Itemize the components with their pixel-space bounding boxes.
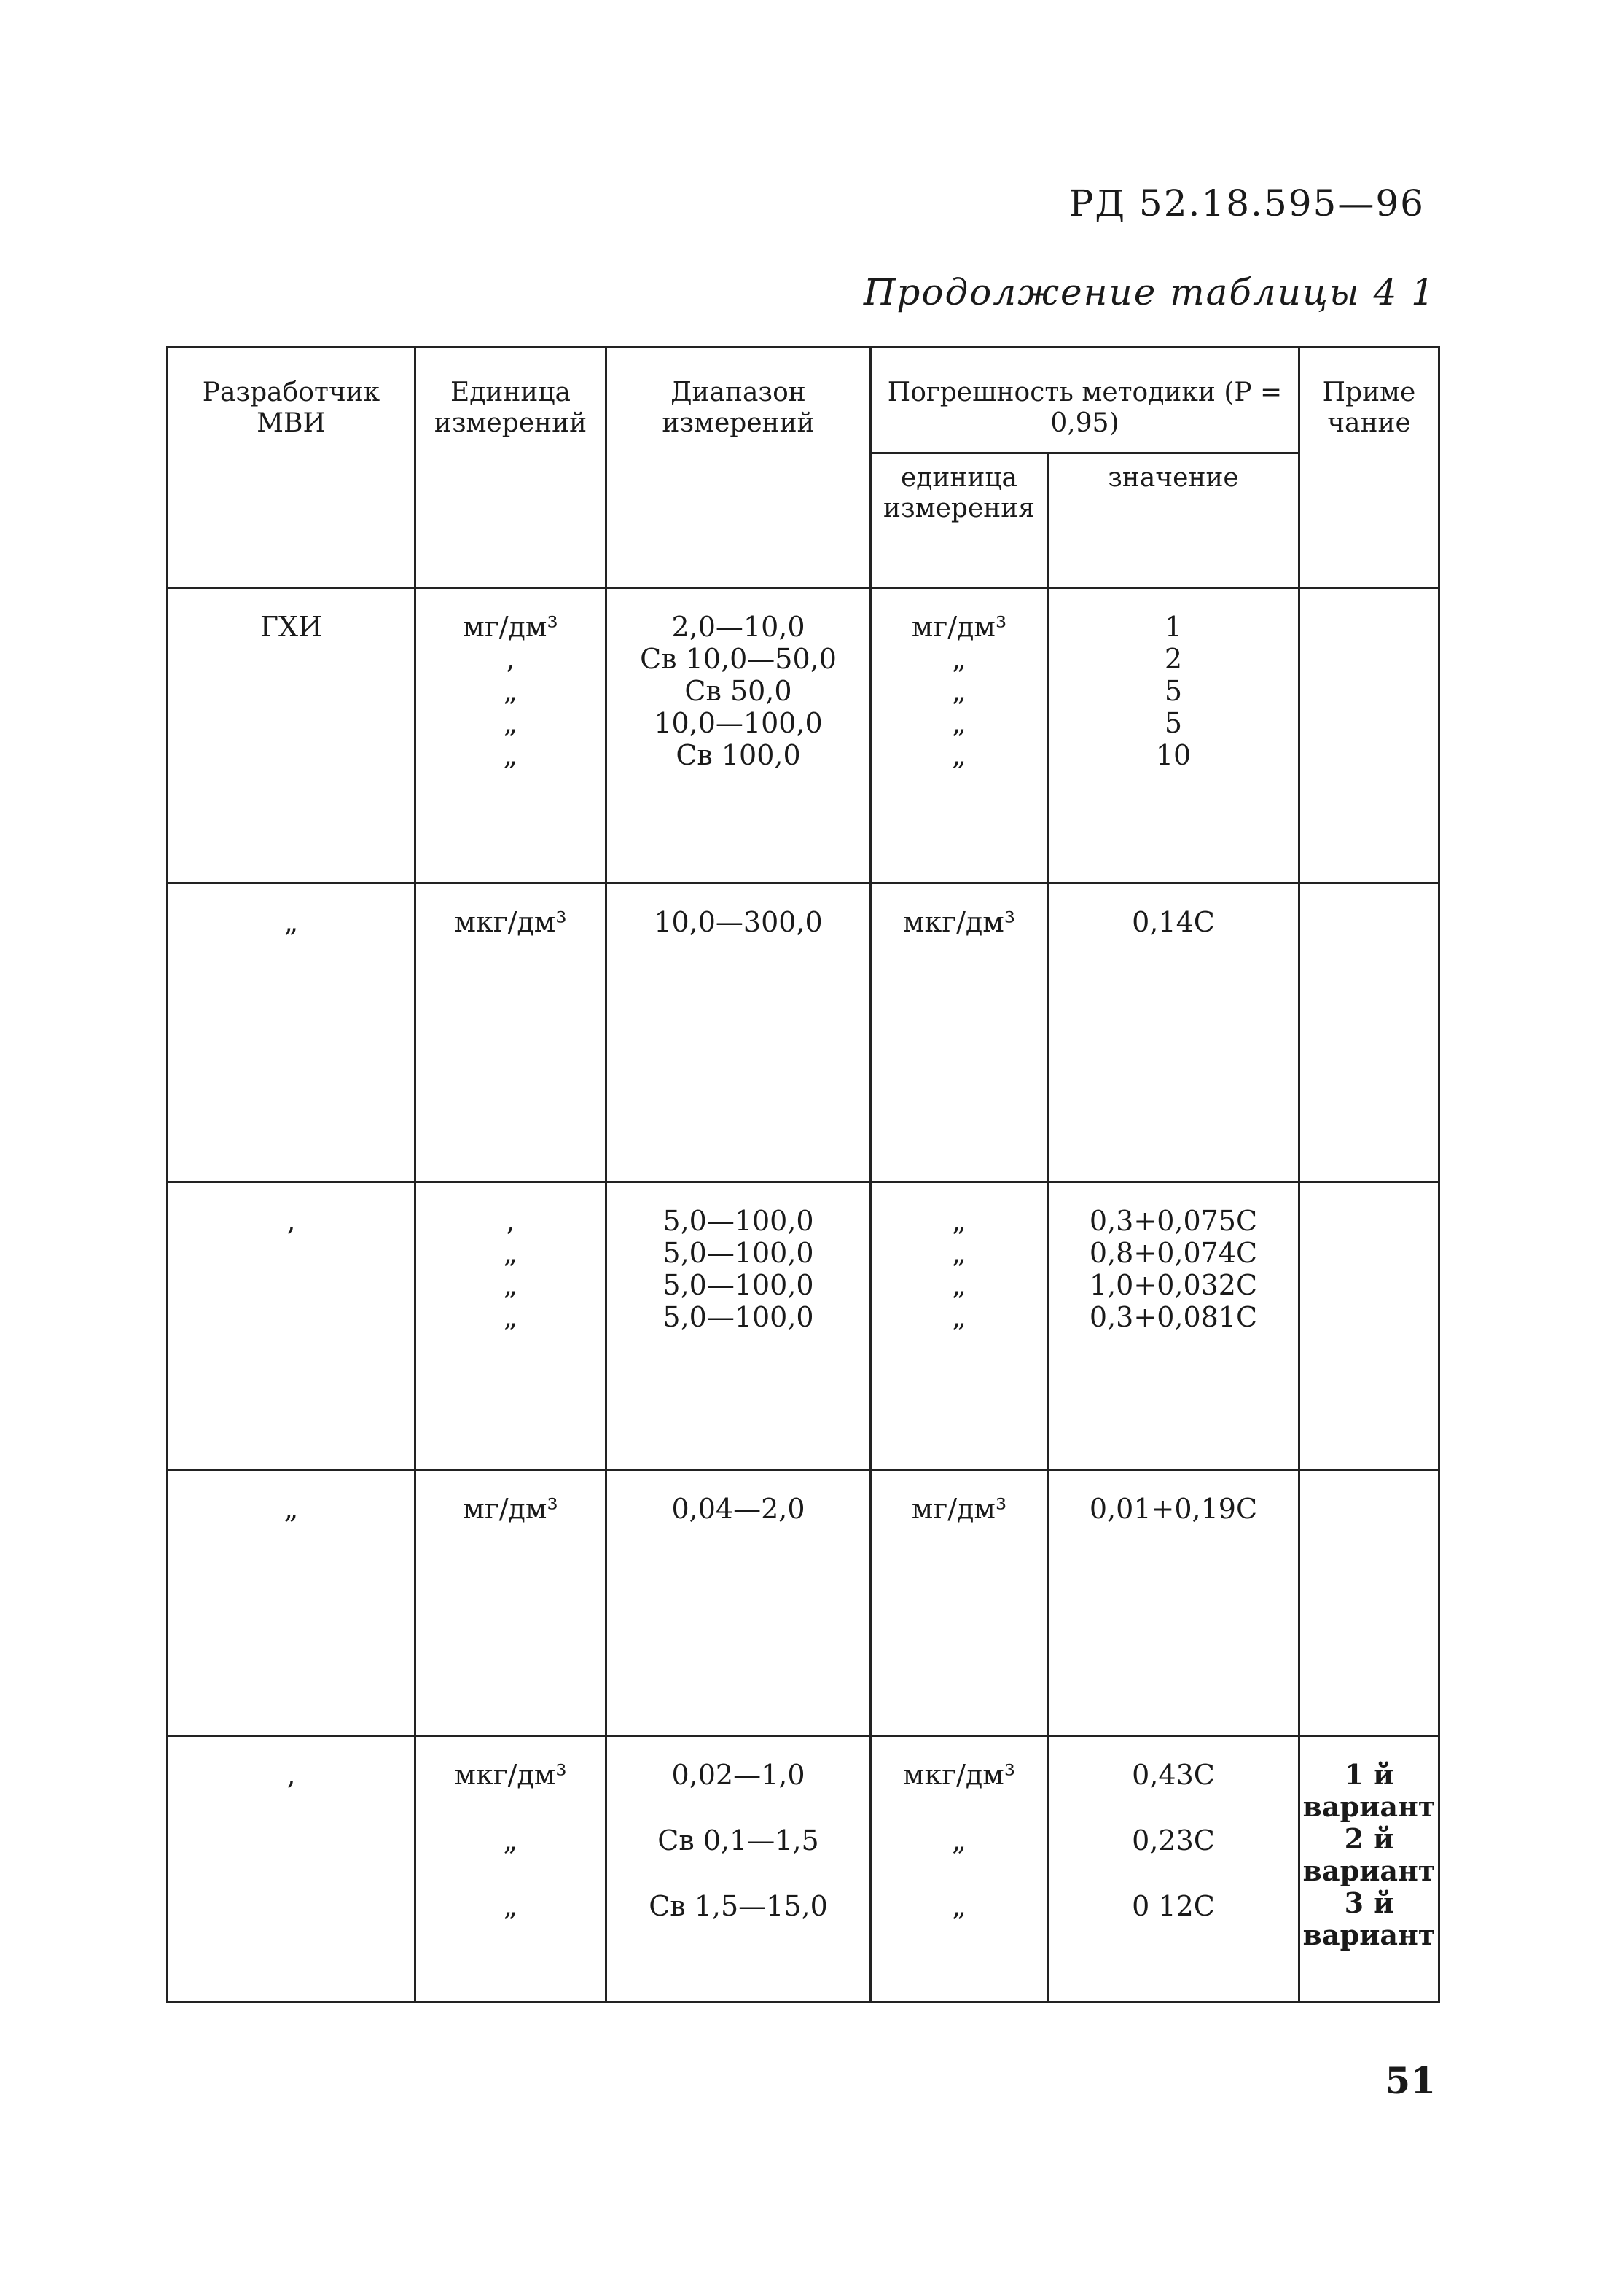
developer-cell <box>168 883 415 1182</box>
table-row <box>168 588 1439 883</box>
cell-line: „ <box>952 1824 966 1856</box>
header-developer: Разработчик МВИ <box>168 348 415 588</box>
note-cell <box>1299 1736 1439 2002</box>
note-cell <box>1299 588 1439 883</box>
cell-line: „ <box>284 1493 299 1525</box>
cell-line: 0,23C <box>1132 1824 1215 1856</box>
error-value-cell <box>1048 588 1299 883</box>
cell-line: вариант <box>1302 1854 1436 1887</box>
cell-line: „ <box>503 1890 518 1922</box>
header-error-value: значение <box>1048 453 1299 588</box>
error-value-cell-lines <box>1049 1737 1298 1922</box>
developer-cell <box>168 1470 415 1736</box>
cell-line: „ <box>503 675 518 707</box>
error-unit-cell-lines <box>872 1183 1047 1333</box>
range-cell-lines <box>607 884 869 938</box>
cell-line: 0,3+0,081C <box>1089 1301 1258 1333</box>
range-cell-lines <box>607 1471 869 1525</box>
cell-line: мг/дм³ <box>911 1493 1007 1525</box>
cell-line: „ <box>952 675 966 707</box>
error-value-cell <box>1048 1182 1299 1470</box>
note-cell-lines <box>1300 1183 1438 1205</box>
note-cell-lines <box>1300 1471 1438 1493</box>
error-unit-cell <box>871 883 1048 1182</box>
unit-cell <box>415 1182 606 1470</box>
cell-line: мг/дм³ <box>911 611 1007 643</box>
cell-line: „ <box>503 1269 518 1301</box>
range-cell <box>606 1182 871 1470</box>
cell-line: мкг/дм³ <box>902 906 1016 938</box>
cell-line: „ <box>952 707 966 739</box>
cell-line: мкг/дм³ <box>454 1759 567 1791</box>
developer-cell-lines <box>168 1183 414 1237</box>
error-unit-cell <box>871 1470 1048 1736</box>
cell-line: , <box>506 1205 515 1237</box>
cell-line: „ <box>952 643 966 675</box>
error-unit-cell-lines <box>872 1737 1047 1922</box>
cell-line: Св 10,0—50,0 <box>640 643 837 675</box>
error-value-cell-lines <box>1049 1183 1298 1333</box>
cell-line: Св 50,0 <box>684 675 792 707</box>
cell-line: 2,0—10,0 <box>671 611 805 643</box>
cell-line: мг/дм³ <box>463 611 558 643</box>
cell-line: 10,0—300,0 <box>654 906 823 938</box>
developer-cell-lines <box>168 1737 414 1791</box>
error-unit-cell <box>871 588 1048 883</box>
header-method-error: Погрешность методики (P = 0,95) <box>871 348 1299 453</box>
error-unit-cell <box>871 1736 1048 2002</box>
unit-cell <box>415 1736 606 2002</box>
table-continuation-caption: Продолжение таблицы 4 1 <box>863 271 1436 313</box>
cell-line: 10,0—100,0 <box>654 707 823 739</box>
cell-line: 0,01+0,19C <box>1089 1493 1258 1525</box>
header-note: Приме чание <box>1299 348 1439 588</box>
table-row <box>168 1736 1439 2002</box>
developer-cell <box>168 588 415 883</box>
error-value-cell-lines <box>1049 1471 1298 1525</box>
measurement-methods-table <box>166 346 1440 2003</box>
error-unit-cell-lines <box>872 884 1047 938</box>
cell-line: вариант <box>1302 1790 1436 1823</box>
cell-line: „ <box>503 1301 518 1333</box>
cell-line: „ <box>284 906 299 938</box>
cell-line: 2 й <box>1344 1822 1394 1855</box>
header-range: Диапазон измерений <box>606 348 871 588</box>
cell-line: Св 1,5—15,0 <box>649 1890 828 1922</box>
error-value-cell-lines <box>1049 884 1298 938</box>
cell-line: Св 0,1—1,5 <box>657 1824 819 1856</box>
developer-cell-lines <box>168 589 414 643</box>
cell-line: „ <box>503 739 518 771</box>
header-error-unit: единица измерения <box>871 453 1048 588</box>
cell-line: ГХИ <box>259 611 323 643</box>
cell-line: 0,3+0,075C <box>1089 1205 1258 1237</box>
cell-line: „ <box>503 1237 518 1269</box>
range-cell-lines <box>607 1183 869 1333</box>
cell-line: , <box>506 643 515 675</box>
cell-line: мкг/дм³ <box>454 906 567 938</box>
cell-line: 5,0—100,0 <box>662 1269 814 1301</box>
cell-line: 0,8+0,074C <box>1089 1237 1258 1269</box>
unit-cell <box>415 1470 606 1736</box>
cell-line: 5,0—100,0 <box>662 1237 814 1269</box>
cell-line: 0,14C <box>1132 906 1215 938</box>
cell-line: Св 100,0 <box>676 739 801 771</box>
error-value-cell-lines <box>1049 589 1298 771</box>
table-body <box>168 588 1439 2002</box>
range-cell <box>606 883 871 1182</box>
cell-line: „ <box>952 1269 966 1301</box>
note-cell-lines <box>1300 589 1438 611</box>
error-unit-cell-lines <box>872 589 1047 771</box>
cell-line: 3 й <box>1344 1886 1394 1919</box>
cell-line: „ <box>952 1205 966 1237</box>
cell-line: 0 12C <box>1132 1890 1215 1922</box>
developer-cell-lines <box>168 884 414 938</box>
note-cell <box>1299 1470 1439 1736</box>
cell-line: вариант <box>1302 1918 1436 1951</box>
error-unit-cell <box>871 1182 1048 1470</box>
error-unit-cell-lines <box>872 1471 1047 1525</box>
range-cell <box>606 1470 871 1736</box>
developer-cell <box>168 1182 415 1470</box>
cell-line: 5 <box>1164 707 1183 739</box>
note-cell <box>1299 883 1439 1182</box>
cell-line: 5 <box>1164 675 1183 707</box>
note-cell-lines <box>1300 1737 1438 1951</box>
unit-cell-lines <box>416 589 605 771</box>
unit-cell <box>415 883 606 1182</box>
cell-line: 0,43C <box>1132 1759 1215 1791</box>
cell-line: 5,0—100,0 <box>662 1205 814 1237</box>
table-row <box>168 883 1439 1182</box>
document-code: РД 52.18.595—96 <box>1068 182 1425 224</box>
unit-cell-lines <box>416 1737 605 1922</box>
cell-line: 1 й <box>1344 1758 1394 1791</box>
error-value-cell <box>1048 883 1299 1182</box>
cell-line: мкг/дм³ <box>902 1759 1016 1791</box>
developer-cell <box>168 1736 415 2002</box>
cell-line: , <box>286 1759 296 1791</box>
cell-line: „ <box>952 1237 966 1269</box>
cell-line: „ <box>503 707 518 739</box>
note-cell <box>1299 1182 1439 1470</box>
cell-line: , <box>286 1205 296 1237</box>
cell-line: 0,02—1,0 <box>671 1759 805 1791</box>
unit-cell-lines <box>416 1471 605 1525</box>
page-number: 51 <box>1385 2059 1436 2102</box>
table-row <box>168 1470 1439 1736</box>
cell-line: 1,0+0,032C <box>1089 1269 1258 1301</box>
unit-cell <box>415 588 606 883</box>
cell-line: 0,04—2,0 <box>671 1493 805 1525</box>
error-value-cell <box>1048 1470 1299 1736</box>
cell-line: „ <box>952 1890 966 1922</box>
cell-line: 2 <box>1164 643 1183 675</box>
range-cell <box>606 588 871 883</box>
range-cell-lines <box>607 1737 869 1922</box>
error-value-cell <box>1048 1736 1299 2002</box>
cell-line: 1 <box>1164 611 1183 643</box>
cell-line: „ <box>952 1301 966 1333</box>
cell-line: „ <box>952 739 966 771</box>
cell-line: мг/дм³ <box>463 1493 558 1525</box>
cell-line: 10 <box>1155 739 1192 771</box>
header-unit: Единица измерений <box>415 348 606 588</box>
cell-line: „ <box>503 1824 518 1856</box>
cell-line: 5,0—100,0 <box>662 1301 814 1333</box>
developer-cell-lines <box>168 1471 414 1525</box>
range-cell-lines <box>607 589 869 771</box>
table-row <box>168 1182 1439 1470</box>
unit-cell-lines <box>416 884 605 938</box>
unit-cell-lines <box>416 1183 605 1333</box>
range-cell <box>606 1736 871 2002</box>
note-cell-lines <box>1300 884 1438 906</box>
